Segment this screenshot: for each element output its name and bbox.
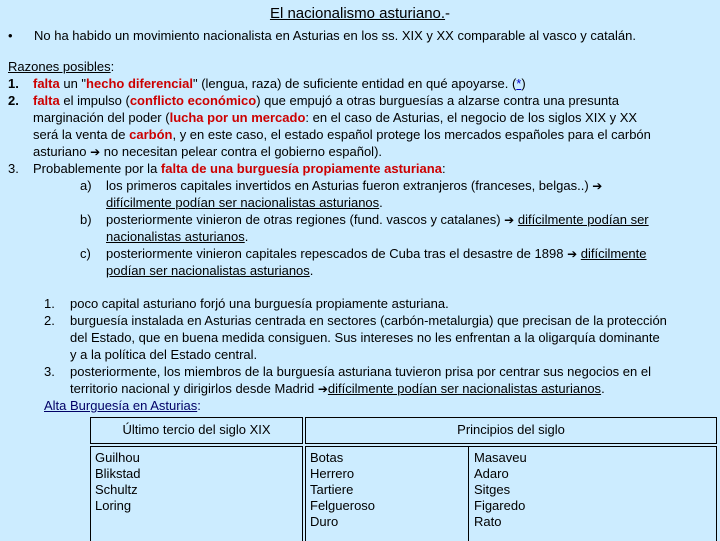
- razon-1-t2: " (lengua, raza) de suficiente entidad en qué apoyarse. (: [192, 76, 517, 91]
- sub-a-t1: los primeros capitales invertidos en Asturias fueron extranjeros (franceses, belgas..): [106, 178, 593, 193]
- table-cell: Felgueroso: [310, 498, 376, 513]
- arrow-right-icon: ➔: [567, 247, 578, 261]
- razon-1-t3: ): [521, 76, 526, 91]
- list2-2-line-2: del Estado, que en buena medida consiguen. Sus intereses no les enfrentan a la oligarquía dominante: [70, 330, 660, 345]
- list2-2-num: 2.: [44, 313, 55, 328]
- table-header-right: [305, 417, 717, 444]
- table-cell: Tartiere: [310, 482, 354, 497]
- razon-1-text: [33, 76, 526, 93]
- arrow-right-icon: ➔: [317, 382, 328, 396]
- title-text: El nacionalismo asturiano.: [269, 5, 446, 22]
- table-col-3: [469, 446, 717, 541]
- table-cell: Schultz: [95, 482, 138, 497]
- arrow-right-icon: ➔: [90, 145, 101, 159]
- razon-3-line-1: [33, 161, 446, 178]
- razon-2-line-3: [33, 127, 651, 144]
- intro-text: No ha habido un movimiento nacionalista en Asturias en los ss. XIX y XX comparable al vasco y catalán.: [34, 28, 636, 43]
- sub-b-line-2: [106, 229, 248, 246]
- sub-c-conclusion-2: podían ser nacionalistas asturianos: [106, 263, 310, 278]
- razon-3-num: 3.: [8, 161, 19, 176]
- sub-a-letter: a): [80, 178, 92, 193]
- sub-c-conclusion-1: difícilmente: [580, 246, 647, 261]
- table-cell: Sitges: [474, 482, 511, 497]
- razon-2-line-1: [33, 93, 619, 110]
- table-cell: Rato: [474, 514, 502, 529]
- list2-1-text: poco capital asturiano forjó una burguesía propiamente asturiana.: [70, 296, 449, 311]
- razon-2-t4: : en el caso de Asturias, el negocio de los siglos XIX y XX: [305, 110, 638, 125]
- alta-colon: :: [197, 398, 201, 413]
- sub-b-end: .: [244, 229, 249, 244]
- sub-c-t1: posteriormente vinieron capitales repescados de Cuba tras el desastre de 1898: [106, 246, 568, 261]
- table-cell: Duro: [310, 514, 339, 529]
- alta-heading-text: Alta Burguesía en Asturias: [44, 398, 198, 413]
- razon-1-hecho: hecho diferencial: [86, 76, 193, 91]
- razon-3-t2: :: [441, 161, 446, 176]
- list2-3-line-2: [70, 381, 605, 398]
- razon-2-t1: el impulso (: [59, 93, 130, 108]
- list2-2-line-3: y a la política del Estado central.: [70, 347, 258, 362]
- sub-b-conclusion-1: difícilmente podían ser: [517, 212, 649, 227]
- table-col-1-list: [91, 447, 302, 514]
- razon-3-burguesia: falta de una burguesía propiamente asturiana: [160, 161, 442, 176]
- list2-3-line-1: posteriormente, los miembros de la burguesía asturiana tuvieron prisa por centrar sus negocios en el: [70, 364, 651, 379]
- razon-2-carbon: carbón: [129, 127, 173, 142]
- razon-2-lucha: lucha por un mercado: [169, 110, 306, 125]
- razones-heading-text: Razones posibles: [8, 59, 111, 74]
- sub-a-line-2: [106, 195, 383, 212]
- list2-3-end: .: [601, 381, 605, 396]
- table-col-3-list: [469, 447, 716, 530]
- table-col-2: [305, 446, 469, 541]
- table-cell: Adaro: [474, 466, 509, 481]
- table-col-1: [90, 446, 303, 541]
- razon-2-num: 2.: [8, 93, 19, 108]
- table-cell: Botas: [310, 450, 344, 465]
- razon-1-num: 1.: [8, 76, 19, 91]
- razon-2-t8: no necesitan pelear contra el gobierno español).: [100, 144, 383, 159]
- table-cell: Masaveu: [474, 450, 527, 465]
- sub-c-line-2: [106, 263, 313, 280]
- razon-2-t2: ) que empujó a otras burguesías a alzarse contra una presunta: [256, 93, 619, 108]
- table-cell: Blikstad: [95, 466, 141, 481]
- table-cell: Herrero: [310, 466, 355, 481]
- razon-2-line-2: [33, 110, 637, 127]
- footnote-link[interactable]: *: [516, 76, 522, 91]
- razon-2-t7: asturiano: [33, 144, 91, 159]
- title-suffix: -: [445, 5, 451, 22]
- table-cell: Figaredo: [474, 498, 526, 513]
- page-title: [0, 6, 720, 23]
- razon-2-conflicto: conflicto económico: [129, 93, 257, 108]
- sub-b-conclusion-2: nacionalistas asturianos: [106, 229, 245, 244]
- sub-b-t1: posteriormente vinieron de otras regiones (fund. vascos y catalanes): [106, 212, 505, 227]
- list2-1-num: 1.: [44, 296, 55, 311]
- table-header-left-text: Último tercio del siglo XIX: [122, 422, 271, 437]
- list2-3-t1: territorio nacional y dirigirlos desde Madrid: [70, 381, 318, 396]
- list2-3-num: 3.: [44, 364, 55, 379]
- list2-3-conclusion: difícilmente podían ser nacionalistas asturianos: [327, 381, 602, 396]
- table-cell: Loring: [95, 498, 132, 513]
- razones-colon: :: [110, 59, 115, 74]
- razon-2-t5: será la venta de: [33, 127, 130, 142]
- razon-1-t1: un ": [59, 76, 87, 91]
- arrow-right-icon: ➔: [592, 179, 603, 193]
- razon-2-t3: marginación del poder (: [33, 110, 170, 125]
- table-col-2-list: [306, 447, 468, 530]
- razones-heading: [8, 59, 114, 76]
- list2-2-line-1: burguesía instalada en Asturias centrada en sectores (carbón-metalurgia) que precisan de la protección: [70, 313, 667, 328]
- sub-b-line-1: [106, 212, 649, 229]
- sub-a-line-1: [106, 178, 602, 195]
- intro-bullet: •: [8, 28, 13, 43]
- sub-a-end: .: [379, 195, 383, 210]
- table-header-right-text: Principios del siglo: [457, 422, 565, 437]
- sub-c-end: .: [309, 263, 314, 278]
- table-cell: Guilhou: [95, 450, 140, 465]
- arrow-right-icon: ➔: [504, 213, 515, 227]
- razon-2-t6: , y en este caso, el estado español protege los mercados españoles para el carbón: [172, 127, 651, 142]
- razon-3-t1: Probablemente por la: [33, 161, 161, 176]
- alta-heading: [44, 398, 201, 415]
- sub-a-conclusion: difícilmente podían ser nacionalistas asturianos: [106, 195, 380, 210]
- table-header-left: [90, 417, 303, 444]
- razon-1-falta: falta: [33, 76, 60, 91]
- sub-c-line-1: [106, 246, 647, 263]
- sub-c-letter: c): [80, 246, 91, 261]
- razon-2-line-4: [33, 144, 382, 161]
- sub-b-letter: b): [80, 212, 92, 227]
- razon-2-falta: falta: [33, 93, 60, 108]
